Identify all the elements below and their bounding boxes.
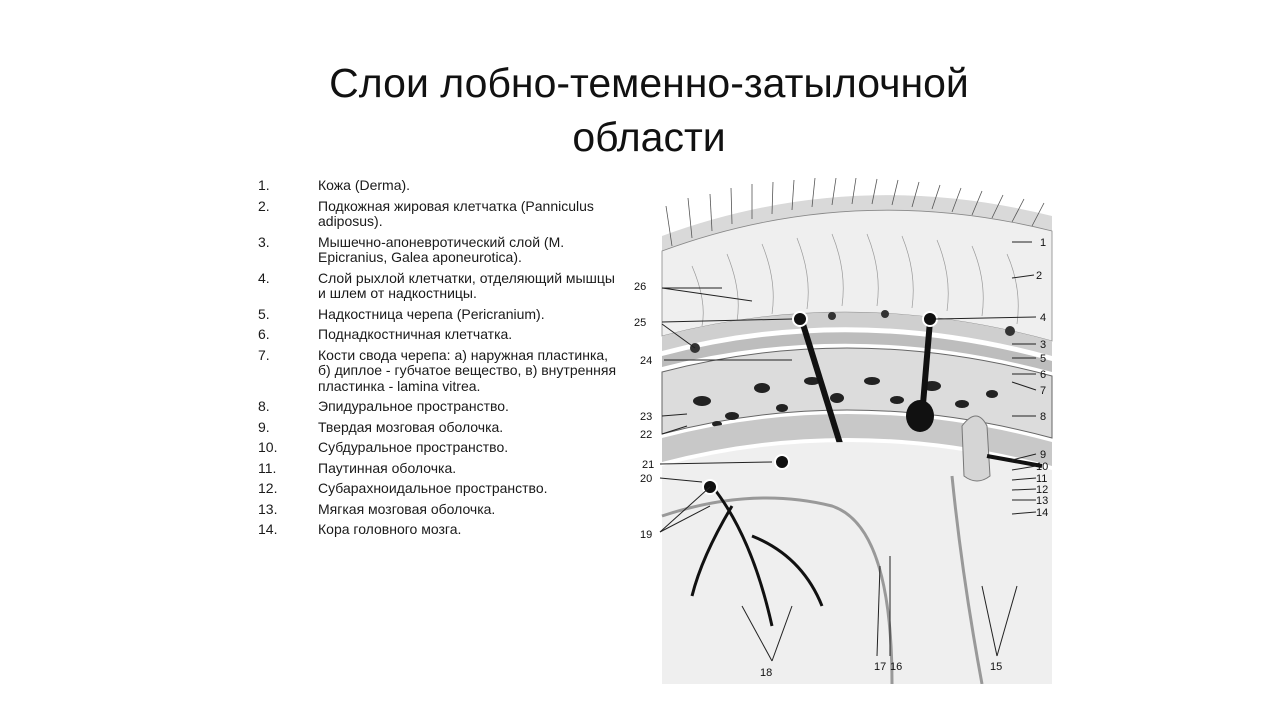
- legend-item: [258, 307, 618, 323]
- figure-label-24: 24: [640, 355, 653, 367]
- legend-text: Надкостница черепа (Pericranium).: [318, 305, 545, 322]
- figure-label-18: 18: [760, 667, 773, 679]
- legend-number: 13.: [258, 500, 278, 517]
- legend-text: Кожа (Derma).: [318, 177, 411, 193]
- legend-number: 9.: [258, 418, 270, 435]
- scalp-layers-illustration: [632, 176, 1074, 684]
- legend-number: 12.: [258, 480, 278, 496]
- legend-number: 11.: [258, 459, 277, 476]
- legend-text: Мышечно-апоневротический слой (M. Epicranius, Galea aponeurotica).: [318, 233, 565, 265]
- figure-label-8: 8: [1040, 411, 1047, 423]
- legend-text: Эпидуральное пространство.: [318, 398, 509, 414]
- legend-item: [258, 235, 618, 266]
- legend-text: Поднадкостничная клетчатка.: [318, 326, 513, 342]
- legend-text: Твердая мозговая оболочка.: [318, 418, 504, 435]
- legend-number: 7.: [258, 346, 270, 363]
- legend-text: Кости свода черепа: а) наружная пластинка, б) диплое - губчатое вещество, в) внутренняя пластинка - lamina vitrea.: [318, 346, 617, 394]
- figure-label-17: 17: [874, 661, 887, 673]
- legend-number: 1.: [258, 177, 270, 193]
- legend-item: [258, 271, 618, 302]
- figure-label-6: 6: [1040, 369, 1047, 381]
- title-line-2: области: [572, 114, 726, 160]
- legend-text: Субдуральное пространство.: [318, 439, 509, 455]
- legend-item: [258, 399, 618, 415]
- figure-label-25: 25: [634, 317, 647, 329]
- legend-number: 10.: [258, 439, 278, 455]
- figure-label-13: 13: [1036, 495, 1049, 507]
- figure-label-21: 21: [642, 459, 655, 471]
- legend-text: Мягкая мозговая оболочка.: [318, 500, 496, 517]
- legend-item: [258, 481, 618, 497]
- figure-label-19: 19: [640, 529, 653, 541]
- figure-label-22: 22: [640, 429, 653, 441]
- legend-number: 14.: [258, 521, 278, 537]
- legend-item: [258, 502, 618, 518]
- figure-label-26: 26: [634, 281, 647, 293]
- figure-label-20: 20: [640, 473, 653, 485]
- figure-label-2: 2: [1036, 270, 1043, 282]
- legend-number: 4.: [258, 269, 270, 286]
- legend-item: [258, 199, 618, 230]
- legend-number: 8.: [258, 398, 270, 414]
- legend-item: [258, 327, 618, 343]
- legend-item: [258, 348, 618, 395]
- figure-label-3: 3: [1040, 339, 1047, 351]
- figure-label-7: 7: [1040, 385, 1047, 397]
- figure-label-4: 4: [1040, 312, 1047, 324]
- figure-label-1: 1: [1040, 237, 1047, 249]
- legend-number: 5.: [258, 305, 270, 322]
- legend-text: Подкожная жировая клетчатка (Panniculus adiposus).: [318, 197, 594, 229]
- figure-label-11: 11: [1036, 473, 1048, 485]
- figure-label-9: 9: [1040, 449, 1047, 461]
- legend-item: [258, 522, 618, 538]
- legend-item: [258, 461, 618, 477]
- legend-number: 6.: [258, 326, 270, 342]
- legend-text: Паутинная оболочка.: [318, 459, 457, 476]
- legend-item: [258, 178, 618, 194]
- figure-label-15: 15: [990, 661, 1003, 673]
- figure-label-10: 10: [1036, 461, 1049, 473]
- figure-label-23: 23: [640, 411, 653, 423]
- legend-text: Слой рыхлой клетчатки, отделяющий мышцы и шлем от надкостницы.: [318, 269, 615, 301]
- figure-label-16: 16: [890, 661, 903, 673]
- figure-label-14: 14: [1036, 507, 1049, 519]
- legend-item: [258, 420, 618, 436]
- figure-label-12: 12: [1036, 484, 1049, 496]
- anatomy-svg: [632, 176, 1074, 684]
- figure-label-5: 5: [1040, 353, 1047, 365]
- slide-title: [0, 56, 1280, 164]
- legend-number: 2.: [258, 197, 270, 214]
- legend-number: 3.: [258, 233, 270, 250]
- layer-legend: [258, 178, 618, 543]
- title-line-1: Слои лобно-теменно-затылочной: [329, 60, 969, 106]
- legend-text: Кора головного мозга.: [318, 521, 462, 537]
- legend-item: [258, 440, 618, 456]
- legend-text: Субарахноидальное пространство.: [318, 480, 548, 496]
